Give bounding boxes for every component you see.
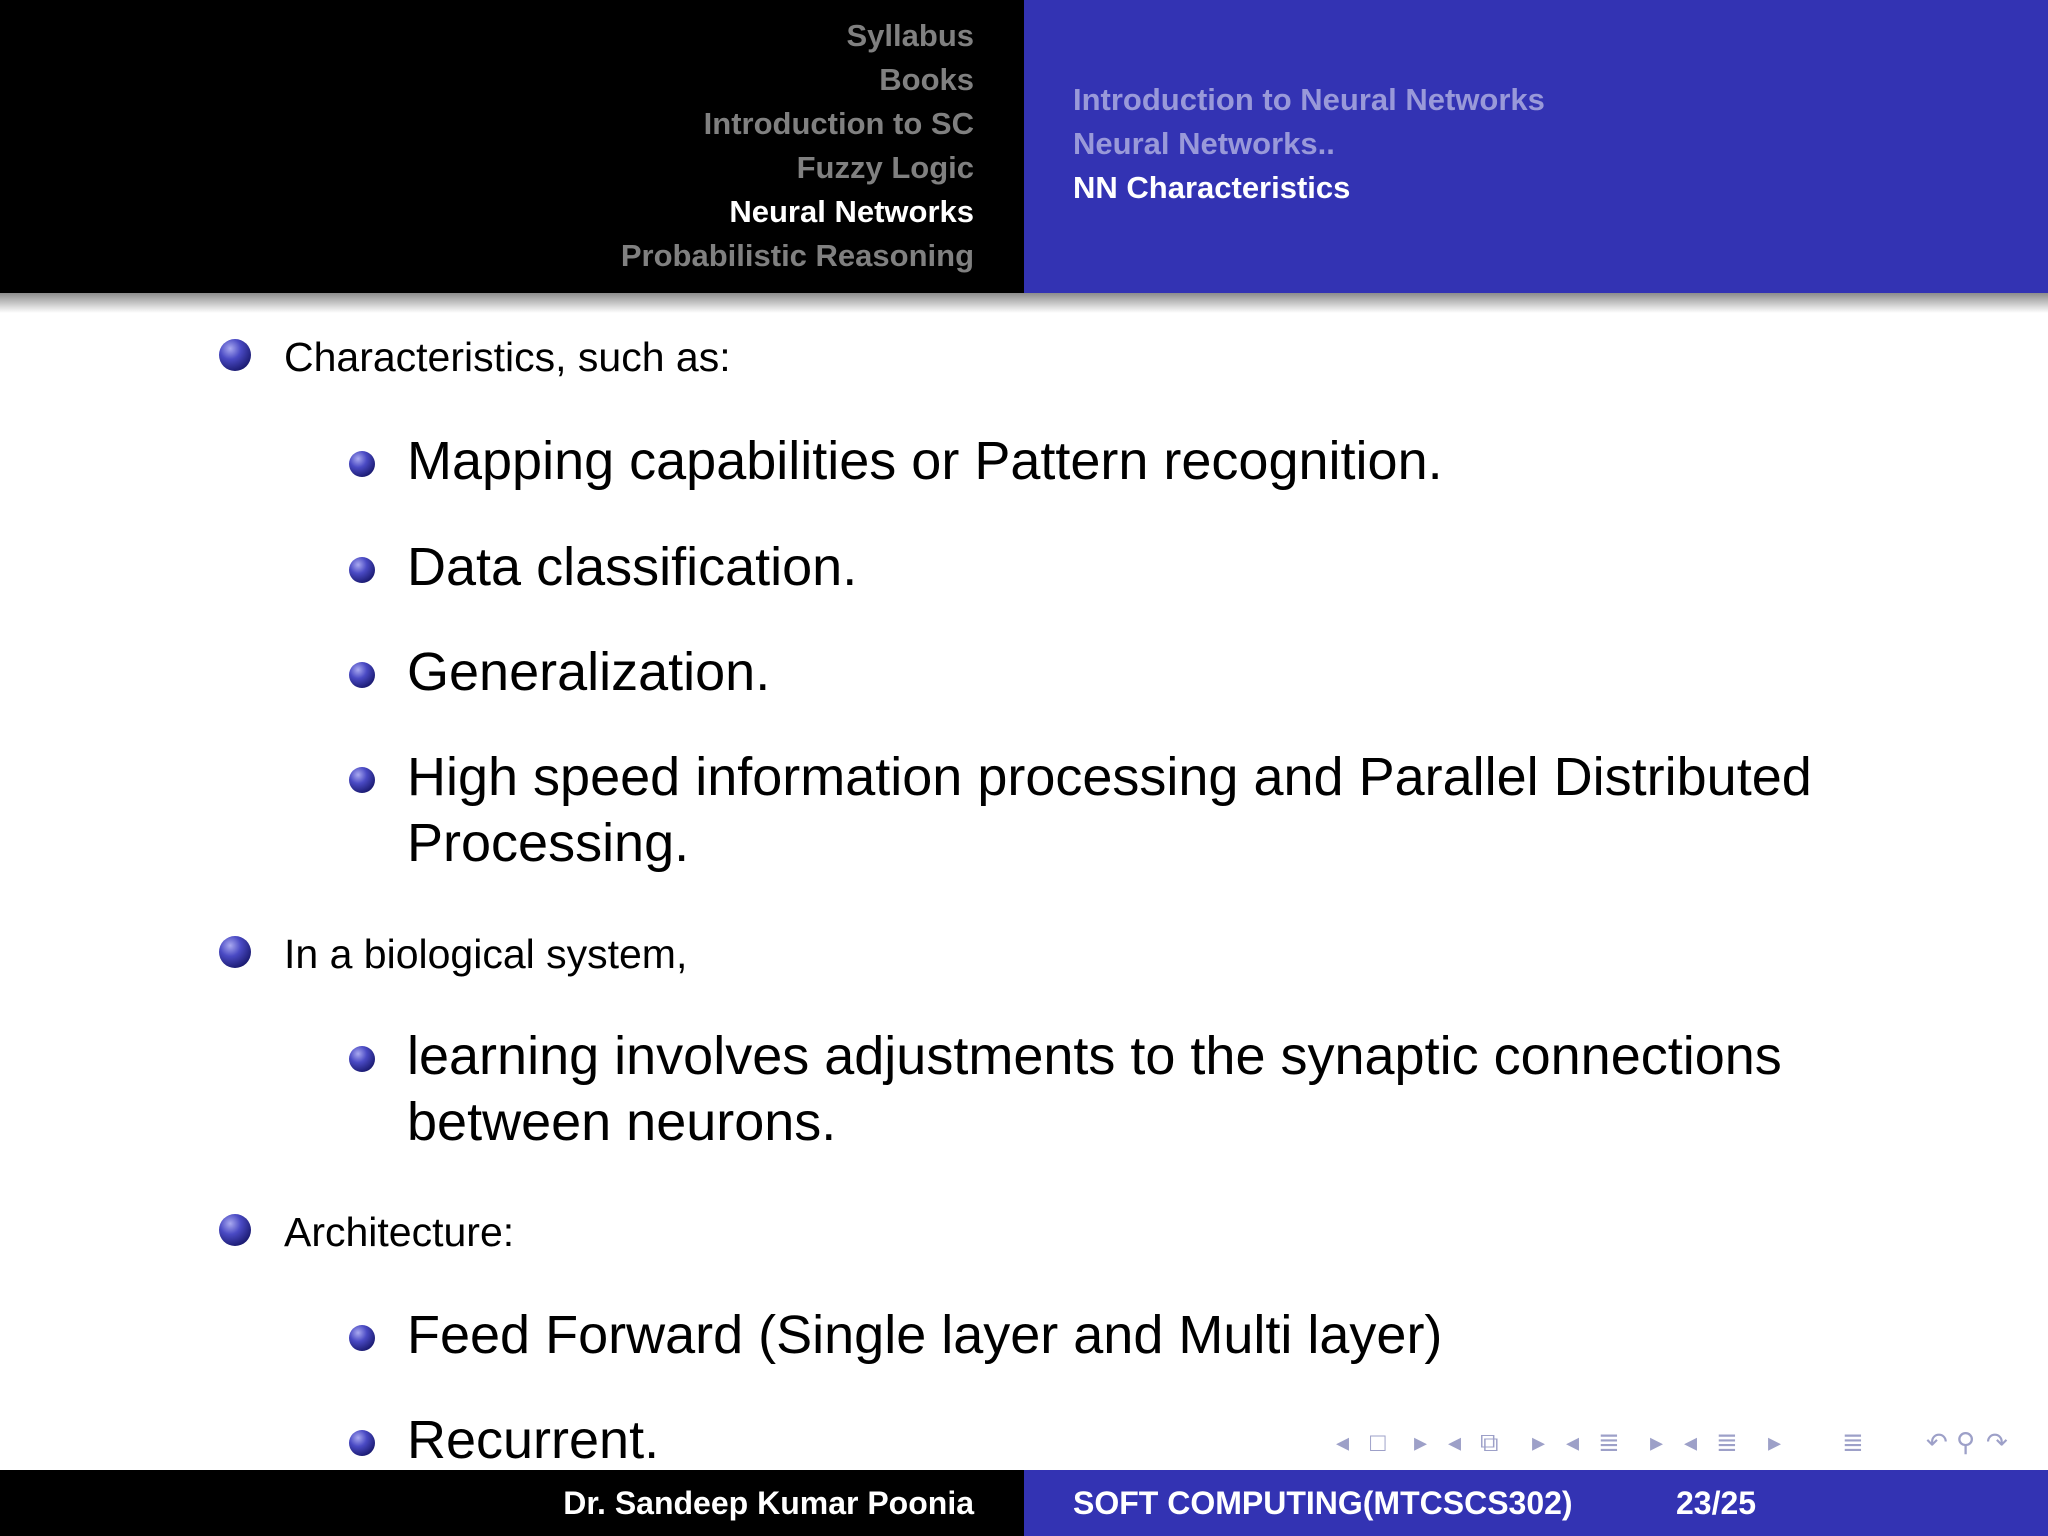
subsection-list	[1073, 78, 1545, 210]
prev-page-icon[interactable]: ◂	[1684, 1427, 1698, 1457]
subsection-link-introduction-to-neural-networks[interactable]: Introduction to Neural Networks	[1073, 82, 1545, 117]
frame-icon[interactable]: □	[1370, 1427, 1386, 1457]
sub-bullet-icon	[349, 767, 375, 793]
page-number: 23/25	[1676, 1485, 1757, 1521]
bullet-icon	[219, 936, 251, 968]
header-shadow	[0, 293, 2048, 313]
bullet-icon	[219, 339, 251, 371]
sub-list-item: Generalization.	[407, 642, 771, 702]
sub-bullet-icon	[349, 557, 375, 583]
next-subsection-icon[interactable]: ▸	[1532, 1427, 1546, 1457]
back-icon[interactable]: ↶	[1926, 1427, 1948, 1457]
search-icon[interactable]: ⚲	[1956, 1427, 1976, 1457]
section-link-books[interactable]: Books	[879, 62, 974, 97]
footer-author-box	[0, 1470, 1024, 1536]
section-link-probabilistic-reasoning[interactable]: Probabilistic Reasoning	[620, 238, 974, 273]
sub-list-item: Feed Forward (Single layer and Multi layer)	[407, 1305, 1443, 1365]
sub-list-item: learning involves adjustments to the synaptic connections	[407, 1026, 1782, 1086]
subsection-link-neural-networks[interactable]: Neural Networks..	[1073, 126, 1335, 161]
forward-icon[interactable]: ↷	[1986, 1427, 2008, 1457]
section-list	[621, 14, 974, 278]
toc-icon[interactable]: ≣	[1842, 1427, 1864, 1457]
prev-subsection-icon[interactable]: ◂	[1448, 1427, 1462, 1457]
footer-title-box	[1024, 1470, 2048, 1536]
next-frame-icon[interactable]: ▸	[1414, 1427, 1428, 1457]
sub-list-item-continuation: Processing.	[407, 813, 690, 873]
page-icon[interactable]: ≣	[1716, 1427, 1738, 1457]
prev-frame-icon[interactable]: ◂	[1336, 1427, 1350, 1457]
next-section-icon[interactable]: ▸	[1650, 1427, 1664, 1457]
beamer-navigation-symbols	[1330, 1424, 2030, 1460]
slide-header	[0, 0, 2048, 293]
sub-list-item: High speed information processing and Parallel Distributed	[407, 747, 1812, 807]
next-page-icon[interactable]: ▸	[1768, 1427, 1782, 1457]
sub-bullet-icon	[349, 1430, 375, 1456]
section-link-introduction-to-sc[interactable]: Introduction to SC	[703, 106, 974, 141]
bullet-icon	[219, 1214, 251, 1246]
section-icon[interactable]: ≣	[1598, 1427, 1620, 1457]
sub-bullet-icon	[349, 1325, 375, 1351]
section-link-neural-networks[interactable]: Neural Networks	[729, 194, 974, 229]
section-navigation	[0, 0, 1024, 293]
course-title: SOFT COMPUTING(MTCSCS302)	[1073, 1485, 1573, 1521]
section-link-syllabus[interactable]: Syllabus	[846, 18, 974, 53]
sub-list-item-continuation: between neurons.	[407, 1092, 837, 1152]
subsection-link-nn-characteristics[interactable]: NN Characteristics	[1073, 170, 1351, 205]
sub-list-item: Data classification.	[407, 537, 858, 597]
author-name: Dr. Sandeep Kumar Poonia	[563, 1485, 974, 1521]
prev-section-icon[interactable]: ◂	[1566, 1427, 1580, 1457]
section-link-fuzzy-logic[interactable]: Fuzzy Logic	[796, 150, 974, 185]
subsection-icon[interactable]: ⧉	[1480, 1427, 1499, 1457]
list-item-biological-system: In a biological system,	[284, 931, 688, 977]
list-item-architecture: Architecture:	[284, 1209, 515, 1255]
sub-list-item: Recurrent.	[407, 1410, 660, 1470]
sub-list-item: Mapping capabilities or Pattern recognition.	[407, 431, 1443, 491]
sub-bullet-icon	[349, 451, 375, 477]
sub-bullet-icon	[349, 1046, 375, 1072]
list-item-characteristics: Characteristics, such as:	[284, 334, 731, 380]
subsection-navigation	[1024, 0, 2048, 293]
sub-bullet-icon	[349, 662, 375, 688]
